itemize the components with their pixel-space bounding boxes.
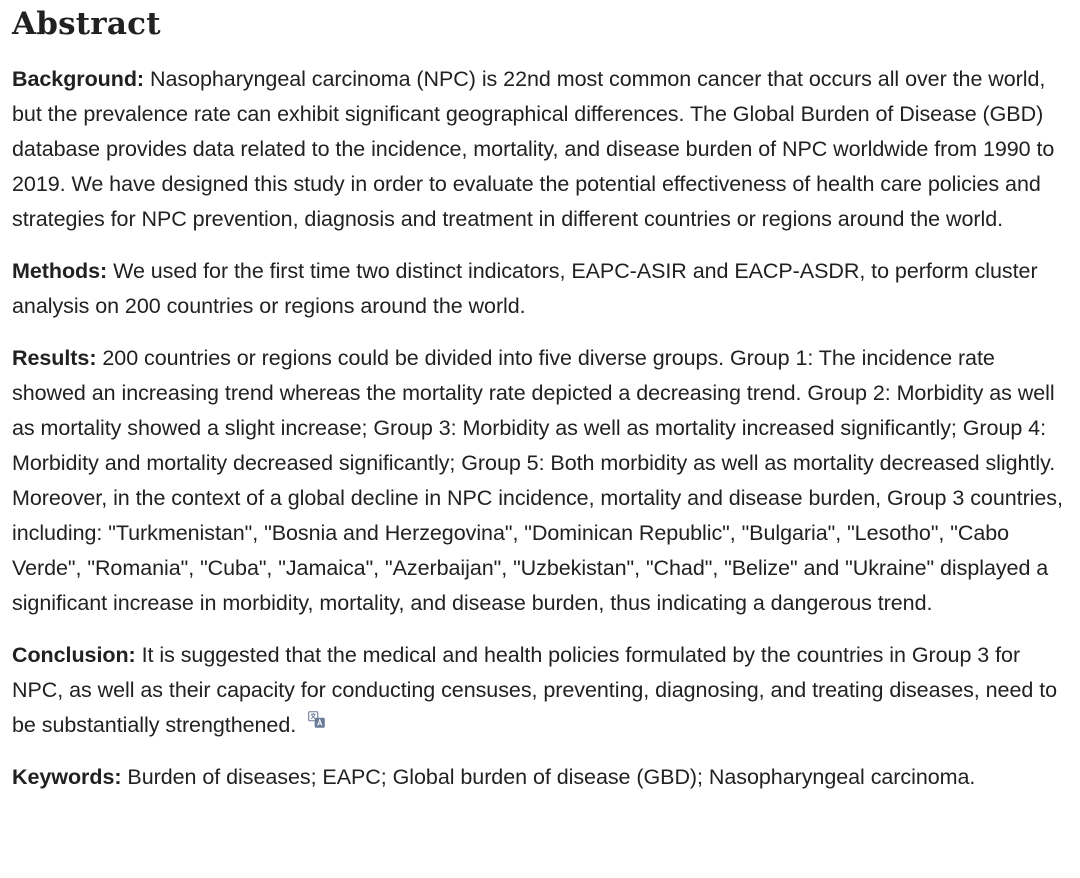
- results-label: Results:: [12, 346, 97, 370]
- background-label: Background:: [12, 67, 145, 91]
- abstract-title: Abstract: [12, 6, 161, 42]
- methods-label: Methods:: [12, 259, 108, 283]
- background-text: Nasopharyngeal carcinoma (NPC) is 22nd most common cancer that occurs all over the world, but the prevalence rate can exhibit significant geographical differences. The Global Burden of Disease (GBD) database provides data related to the incidence, mortality, and disease burden of NPC worldwide from 1990 to 2019. We have designed this study in order to evaluate the potential effectiveness of health care policies and strategies for NPC prevention, diagnosis and treatment in different countries or regions around the world.: [12, 67, 1055, 231]
- keywords-label: Keywords:: [12, 765, 122, 789]
- background-section: [12, 62, 1072, 237]
- translate-icon[interactable]: [308, 704, 325, 739]
- keywords-section: [12, 760, 1072, 795]
- conclusion-text: It is suggested that the medical and health policies formulated by the countries in Group 3 for NPC, as well as their capacity for conducting censuses, preventing, diagnosing, and treating diseases, need to be substantially strengthened.: [12, 643, 1058, 737]
- conclusion-label: Conclusion:: [12, 643, 136, 667]
- conclusion-section: [12, 638, 1072, 743]
- methods-text: We used for the first time two distinct indicators, EAPC-ASIR and EACP-ASDR, to perform cluster analysis on 200 countries or regions around the world.: [12, 259, 1038, 318]
- methods-section: [12, 254, 1072, 324]
- abstract-container: [12, 0, 1072, 812]
- keywords-text: Burden of diseases; EAPC; Global burden of disease (GBD); Nasopharyngeal carcinoma.: [127, 765, 976, 789]
- results-section: [12, 341, 1072, 621]
- results-text: 200 countries or regions could be divided into five diverse groups. Group 1: The incidence rate showed an increasing trend whereas the mortality rate depicted a decreasing trend. Group 2: Morbidity as well as mortality showed a slight increase; Group 3: Morbidity as well as mortality increased significantly; Group 4: Morbidity and mortality decreased significantly; Group 5: Both morbidity as well as mortality decreased slightly. Moreover, in the context of a global decline in NPC incidence, mortality and disease burden, Group 3 countries, including: "Turkmenistan", "Bosnia and Herzegovina", "Dominican Republic", "Bulgaria", "Lesotho", "Cabo Verde", "Romania", "Cuba", "Jamaica", "Azerbaijan", "Uzbekistan", "Chad", "Belize" and "Ukraine" displayed a significant increase in morbidity, mortality, and disease burden, thus indicating a dangerous trend.: [12, 346, 1063, 615]
